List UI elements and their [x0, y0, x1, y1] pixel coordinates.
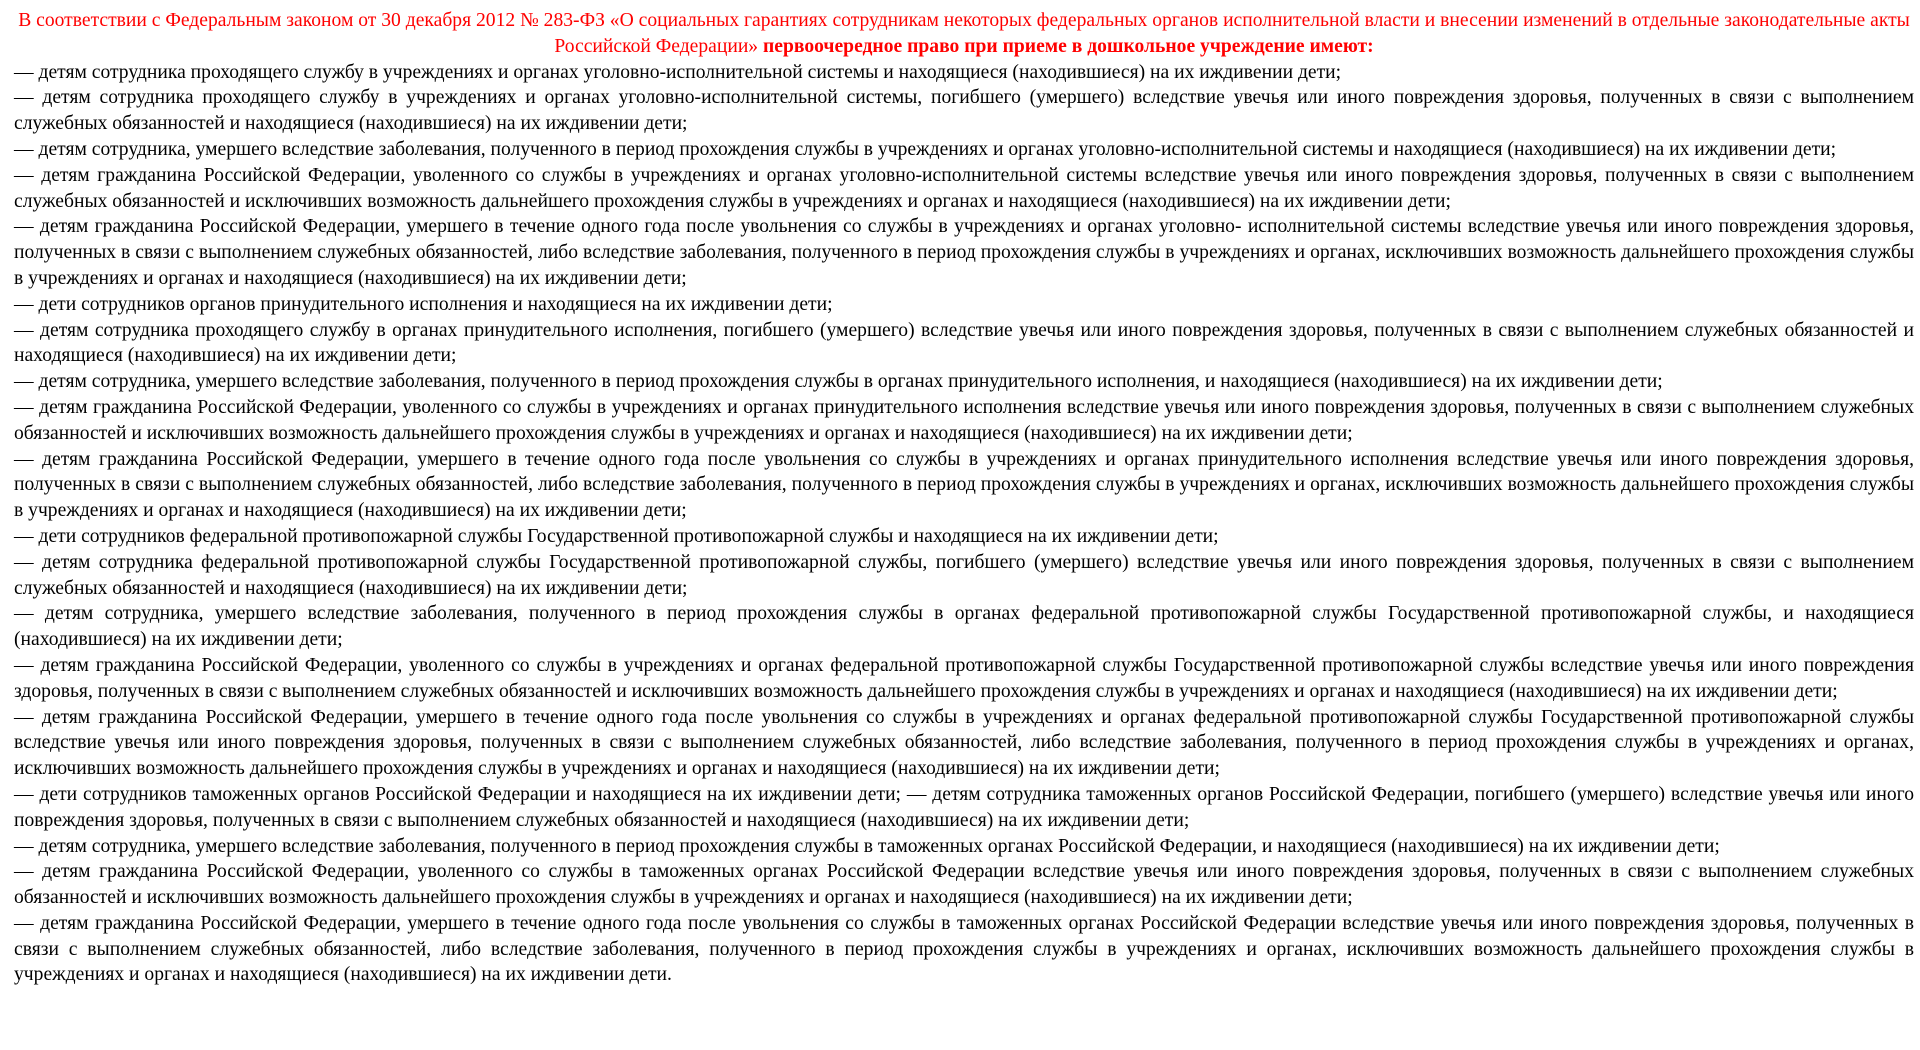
list-item: — дети сотрудников федеральной противопожарной службы Государственной противопожарной службы и находящиеся на их иждивении дети; [14, 525, 1219, 547]
heading-emphasis: первоочередное право при приеме в дошкольное учреждение имеют: [763, 35, 1374, 57]
list-item: — дети сотрудников органов принудительного исполнения и находящиеся на их иждивении дети; [14, 293, 833, 315]
list-item: — детям гражданина Российской Федерации, умершего в течение одного года после увольнения со службы в учреждениях и органах принудительного исполнения вследствие увечья или иного повреждения здоровья, полученных в связи с выполнением служебных обязанностей, либо вследствие заболевания, полученного в период прохождения службы в учреждениях и органах, исключивших возможность дальнейшего прохождения службы в учреждениях и органах и находящиеся (находившиеся) на их иждивении дети; [14, 448, 1914, 522]
list-item: — детям сотрудника, умершего вследствие заболевания, полученного в период прохождения службы в органах принудительного исполнения, и находящиеся (находившиеся) на их иждивении дети; [14, 371, 1663, 393]
list-item: — детям сотрудника, умершего вследствие заболевания, полученного в период прохождения службы в органах федеральной противопожарной службы Государственной противопожарной службы, и находящиеся (находившиеся) на их иждивении дети; [14, 603, 1914, 651]
list-item: — детям сотрудника проходящего службу в учреждениях и органах уголовно-исполнительной системы и находящиеся (находившиеся) на их иждивении дети; [14, 61, 1342, 83]
list-item: — детям сотрудника, умершего вследствие заболевания, полученного в период прохождения службы в учреждениях и органах уголовно-исполнительной системы и находящиеся (находившиеся) на их иждивении дети; [14, 138, 1837, 160]
list-item: — детям сотрудника, умершего вследствие заболевания, полученного в период прохождения службы в таможенных органах Российской Федерации, и находящиеся (находившиеся) на их иждивении дети; [14, 835, 1720, 857]
list-item: — детям сотрудника федеральной противопожарной службы Государственной противопожарной службы, погибшего (умершего) вследствие увечья или иного повреждения здоровья, полученных в связи с выполнением служебных обязанностей и находящиеся (находившиеся) на их иждивении дети; [14, 551, 1914, 599]
document-body [14, 8, 1914, 988]
list-item: — дети сотрудников таможенных органов Российской Федерации и находящиеся на их иждивении дети; — детям сотрудника таможенных органов Российской Федерации, погибшего (умершего) вследствие увечья или иного повреждения здоровья, полученных в связи с выполнением служебных обязанностей и находящиеся (находившиеся) на их иждивении дети; [14, 783, 1914, 831]
list-item: — детям гражданина Российской Федерации, уволенного со службы в учреждениях и органах федеральной противопожарной службы Государственной противопожарной службы вследствие увечья или иного повреждения здоровья, полученных в связи с выполнением служебных обязанностей и исключивших возможность дальнейшего прохождения службы в учреждениях и органах и находящиеся (находившиеся) на их иждивении дети; [14, 654, 1914, 702]
document-heading [14, 8, 1914, 60]
list-item: — детям гражданина Российской Федерации, умершего в течение одного года после увольнения со службы в учреждениях и органах уголовно- исполнительной системы вследствие увечья или иного повреждения здоровья, полученных в связи с выполнением служебных обязанностей, либо вследствие заболевания, полученного в период прохождения службы в учреждениях и органах, исключивших возможность дальнейшего прохождения службы в учреждениях и органах и находящиеся (находившиеся) на их иждивении дети; [14, 216, 1914, 289]
list-item: — детям гражданина Российской Федерации, умершего в течение одного года после увольнения со службы в учреждениях и органах федеральной противопожарной службы Государственной противопожарной службы вследствие увечья или иного повреждения здоровья, полученных в связи с выполнением служебных обязанностей, либо вследствие заболевания, полученного в период прохождения службы в учреждениях и органах, исключивших возможность дальнейшего прохождения службы в учреждениях и органах и находящиеся (находившиеся) на их иждивении дети; [14, 706, 1914, 780]
list-item: — детям гражданина Российской Федерации, умершего в течение одного года после увольнения со службы в таможенных органах Российской Федерации вследствие увечья или иного повреждения здоровья, полученных в связи с выполнением служебных обязанностей, либо вследствие заболевания, полученного в период прохождения службы в учреждениях и органах, исключивших возможность дальнейшего прохождения службы в учреждениях и органах и находящиеся (находившиеся) на их иждивении дети. [14, 912, 1914, 986]
list-item: — детям сотрудника проходящего службу в учреждениях и органах уголовно-исполнительной системы, погибшего (умершего) вследствие увечья или иного повреждения здоровья, полученных в связи с выполнением служебных обязанностей и находящиеся (находившиеся) на их иждивении дети; [14, 87, 1914, 135]
list-item: — детям гражданина Российской Федерации, уволенного со службы в учреждениях и органах принудительного исполнения вследствие увечья или иного повреждения здоровья, полученных в связи с выполнением служебных обязанностей и исключивших возможность дальнейшего прохождения службы в учреждениях и органах и находящиеся (находившиеся) на их иждивении дети; [14, 396, 1914, 444]
list-item: — детям гражданина Российской Федерации, уволенного со службы в таможенных органах Российской Федерации вследствие увечья или иного повреждения здоровья, полученных в связи с выполнением служебных обязанностей и исключивших возможность дальнейшего прохождения службы в учреждениях и органах и находящиеся (находившиеся) на их иждивении дети; [14, 861, 1914, 909]
heading-intro: В соответствии с Федеральным законом от 30 декабря 2012 № 283-ФЗ «О социальных гарантиях сотрудникам некоторых федеральных органов исполнительной власти и внесении изменений в отдельные законодательные акты Российской Федерации» [18, 10, 1910, 57]
list-item: — детям гражданина Российской Федерации, уволенного со службы в учреждениях и органах уголовно-исполнительной системы вследствие увечья или иного повреждения здоровья, полученных в связи с выполнением служебных обязанностей и исключивших возможность дальнейшего прохождения службы в учреждениях и органах и находящиеся (находившиеся) на их иждивении дети; [14, 164, 1914, 212]
list-item: — детям сотрудника проходящего службу в органах принудительного исполнения, погибшего (умершего) вследствие увечья или иного повреждения здоровья, полученных в связи с выполнением служебных обязанностей и находящиеся (находившиеся) на их иждивении дети; [14, 319, 1914, 367]
